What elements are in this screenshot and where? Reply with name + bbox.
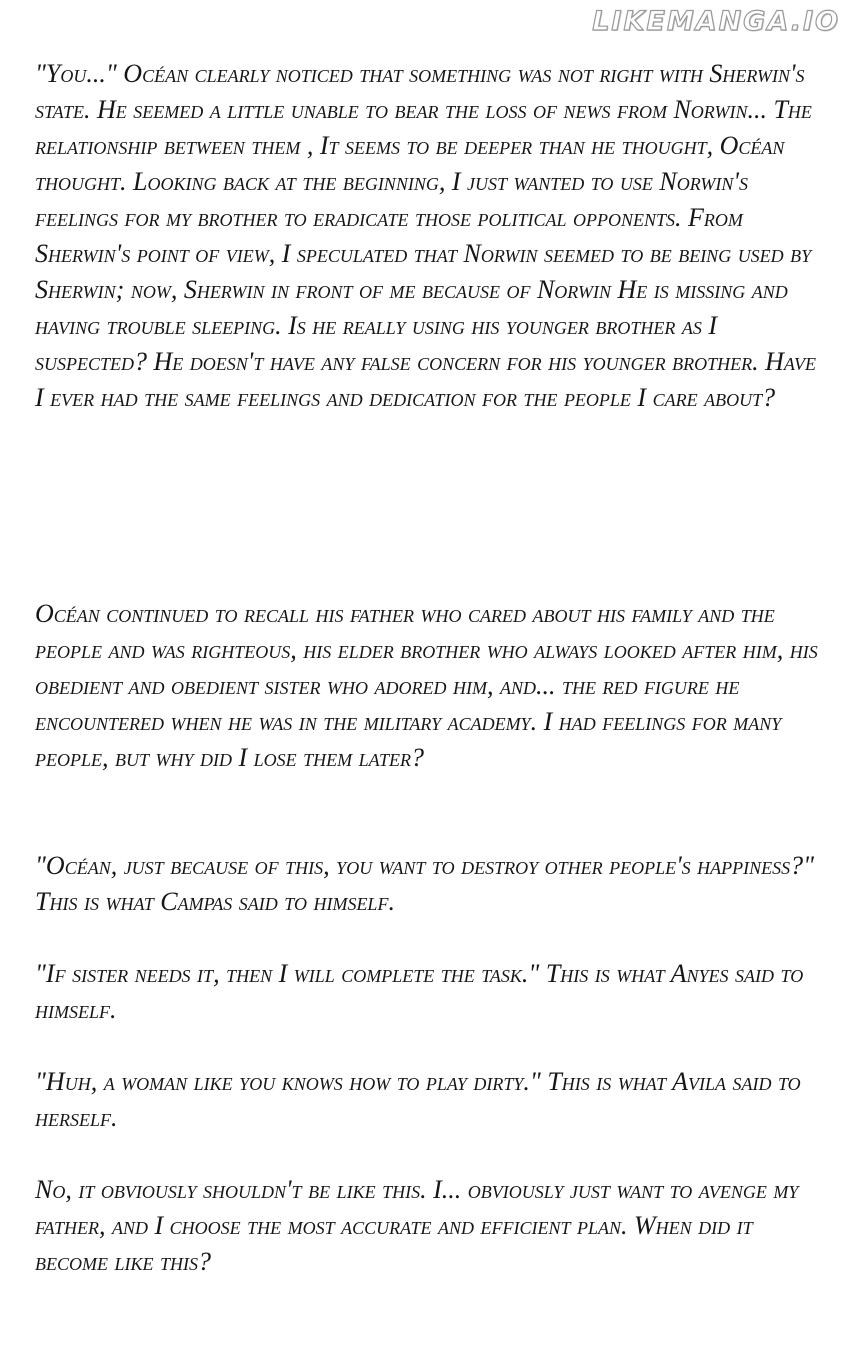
site-watermark: LIKEMANGA.IO [592, 6, 840, 37]
paragraph-6: No, it obviously shouldn't be like this. I... obviously just want to avenge my father, and I choose the most accurate and efficient plan. When did it become like this? [35, 1175, 799, 1276]
paragraph-2: Océan continued to recall his father who cared about his family and the people and was righteous, his elder brother who always looked after him, his obedient and obedient sister who adored him, and... the red figure he encountered when he was in the military academy. I had feelings for many people, but why did I lose them later? [35, 599, 818, 772]
paragraph-5: "Huh, a woman like you knows how to play dirty." This is what Avila said to herself. [35, 1067, 801, 1132]
paragraph-3: "Océan, just because of this, you want to destroy other people's happiness?" This is what Campas said to himself. [35, 851, 815, 916]
paragraph-4: "If sister needs it, then I will complete the task." This is what Anyes said to himself. [35, 959, 804, 1024]
paragraph-1: "You..." Océan clearly noticed that something was not right with Sherwin's state. He seemed a little unable to bear the loss of news from Norwin... The relationship between them , It seems to be deeper than he thought, Océan thought. Looking back at the beginning, I just wanted to use Norwin's feelings for my brother to eradicate those political opponents. From Sherwin's point of view, I speculated that Norwin seemed to be being used by Sherwin; now, Sherwin in front of me because of Norwin He is missing and having trouble sleeping. Is he really using his younger brother as I suspected? He doesn't have any false concern for his younger brother. Have I ever had the same feelings and dedication for the people I care about? [35, 59, 816, 412]
